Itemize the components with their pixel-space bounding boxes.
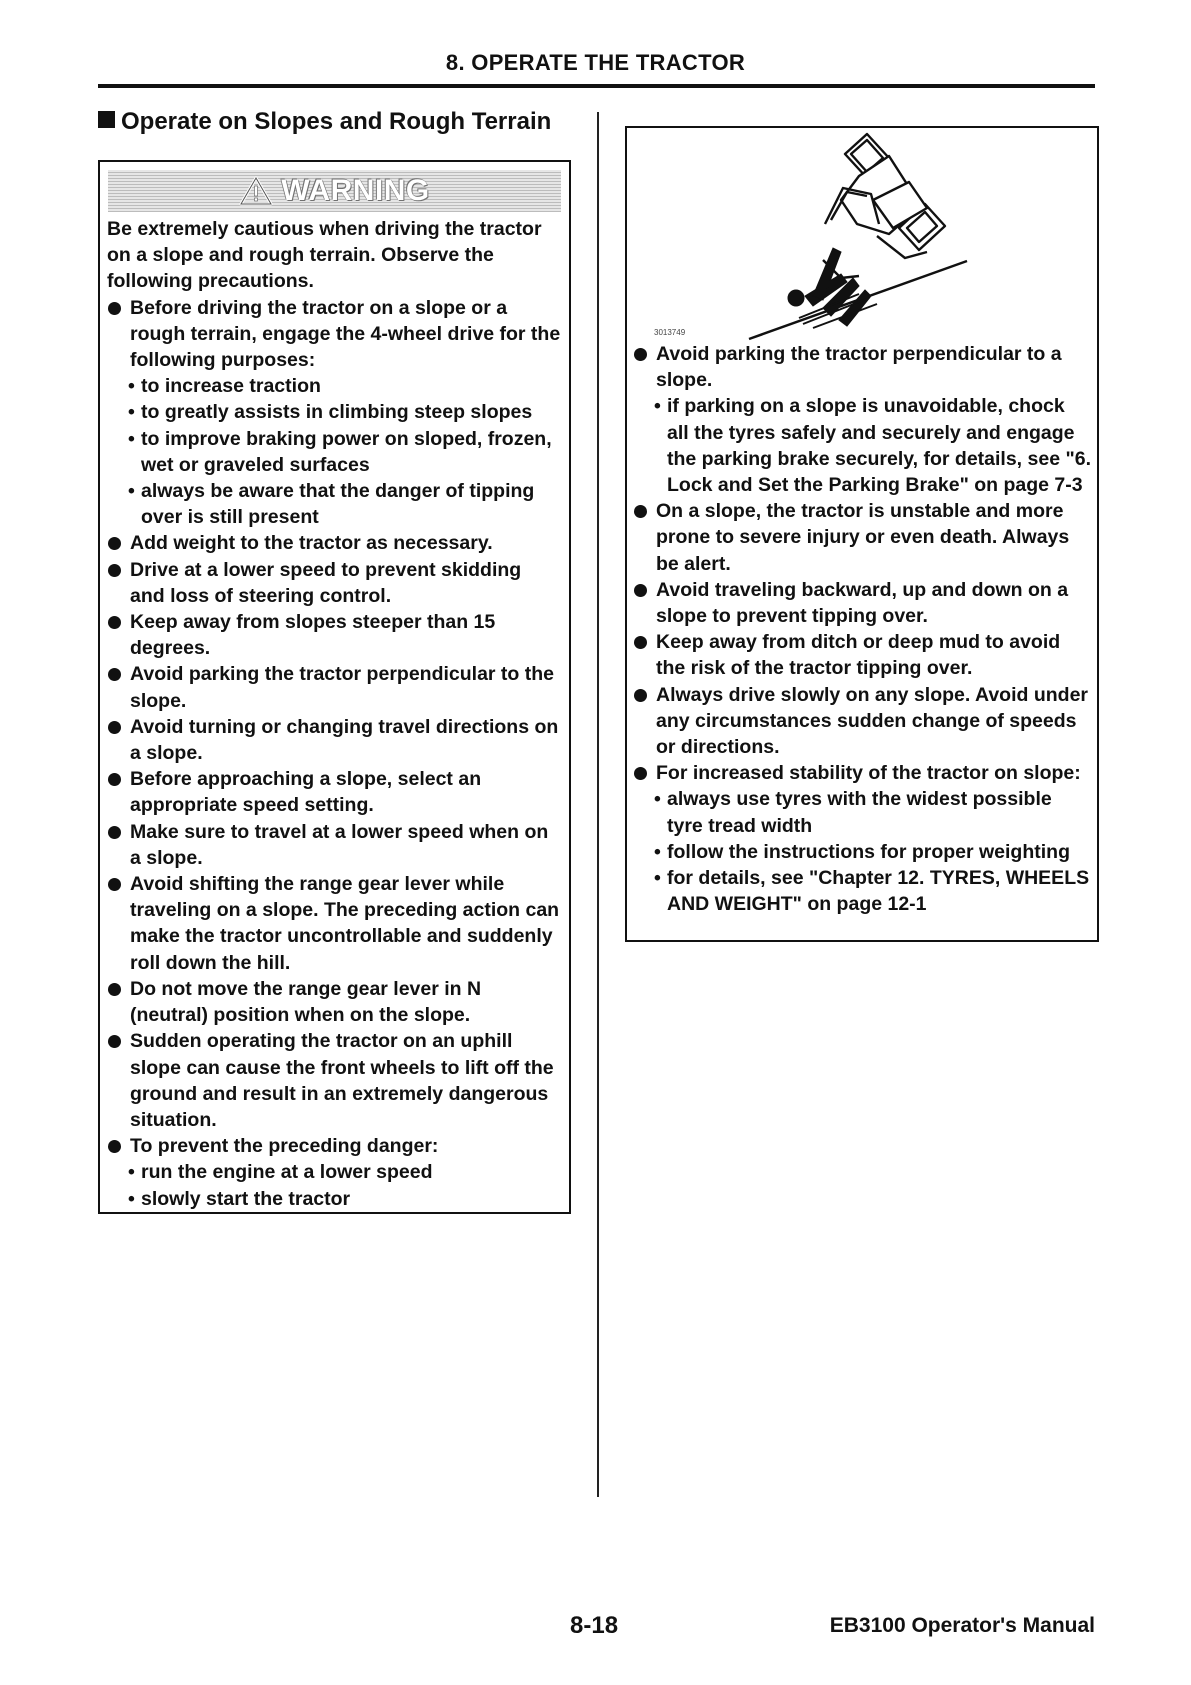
section-square-icon bbox=[98, 111, 115, 128]
sub-bullet-item: • to improve braking power on sloped, frozen, wet or graveled surfaces bbox=[107, 426, 561, 478]
sub-bullet-item: • always be aware that the danger of tipping over is still present bbox=[107, 478, 561, 530]
tractor-rollover-illustration bbox=[627, 128, 1097, 341]
bullet-item: Avoid turning or changing travel directions on a slope. bbox=[107, 714, 561, 766]
warning-intro: Be extremely cautious when driving the tractor on a slope and rough terrain. Observe the following precautions. bbox=[107, 218, 542, 293]
bullet-item: Add weight to the tractor as necessary. bbox=[107, 530, 561, 556]
tractor-tipping-figure bbox=[627, 128, 1097, 341]
warning-label: WARNING bbox=[281, 174, 430, 207]
warning-box bbox=[98, 160, 571, 1214]
slope-info-box bbox=[625, 126, 1099, 942]
bullet-item: Avoid parking the tractor perpendicular to the slope. bbox=[107, 661, 561, 713]
bullet-item: Make sure to travel at a lower speed when on a slope. bbox=[107, 819, 561, 871]
bullet-item: Always drive slowly on any slope. Avoid under any circumstances sudden change of speeds or directions. bbox=[633, 682, 1091, 761]
warning-banner bbox=[108, 170, 561, 212]
sub-bullet-item: • slowly start the tractor bbox=[107, 1186, 561, 1212]
slope-info-content bbox=[627, 341, 1097, 917]
sub-bullet-item: • if parking on a slope is unavoidable, chock all the tyres safely and securely and engage the parking brake securely, for details, see "6. Lock and Set the Parking Brake" on page 7-3 bbox=[633, 393, 1091, 498]
manual-title: EB3100 Operator's Manual bbox=[829, 1614, 1095, 1637]
bullet-item: To prevent the preceding danger: bbox=[107, 1133, 561, 1159]
section-title-text: Operate on Slopes and Rough Terrain bbox=[121, 108, 552, 135]
bullet-item: On a slope, the tractor is unstable and more prone to severe injury or even death. Always be alert. bbox=[633, 498, 1091, 577]
page-header-title: 8. OPERATE THE TRACTOR bbox=[445, 50, 746, 75]
sub-bullet-item: • to increase traction bbox=[107, 373, 561, 399]
bullet-item: Avoid shifting the range gear lever while traveling on a slope. The preceding action can make the tractor uncontrollable and suddenly roll down the hill. bbox=[107, 871, 561, 976]
sub-bullet-item: • follow the instructions for proper weighting bbox=[633, 839, 1091, 865]
figure-code: 3013749 bbox=[654, 328, 686, 337]
header-rule bbox=[98, 84, 1095, 88]
slope-info-list bbox=[633, 341, 1091, 917]
warning-triangle-icon bbox=[239, 176, 273, 206]
bullet-item: Keep away from ditch or deep mud to avoid the risk of the tractor tipping over. bbox=[633, 629, 1091, 681]
column-divider bbox=[597, 112, 599, 1497]
bullet-item: Avoid traveling backward, up and down on a slope to prevent tipping over. bbox=[633, 577, 1091, 629]
sub-bullet-item: • to greatly assists in climbing steep slopes bbox=[107, 399, 561, 425]
bullet-item: Before driving the tractor on a slope or a rough terrain, engage the 4-wheel drive for the following purposes: bbox=[107, 295, 561, 374]
warning-content bbox=[100, 216, 569, 1212]
bullet-item: Drive at a lower speed to prevent skidding and loss of steering control. bbox=[107, 557, 561, 609]
sub-bullet-item: • always use tyres with the widest possible tyre tread width bbox=[633, 786, 1091, 838]
bullet-item: Do not move the range gear lever in N (neutral) position when on the slope. bbox=[107, 976, 561, 1028]
section-title bbox=[98, 108, 551, 136]
bullet-item: Before approaching a slope, select an appropriate speed setting. bbox=[107, 766, 561, 818]
bullet-item: Avoid parking the tractor perpendicular to a slope. bbox=[633, 341, 1091, 393]
page-number: 8-18 bbox=[570, 1612, 619, 1639]
bullet-item: For increased stability of the tractor on slope: bbox=[633, 760, 1091, 786]
bullet-item: Keep away from slopes steeper than 15 degrees. bbox=[107, 609, 561, 661]
warning-list bbox=[107, 295, 561, 1212]
sub-bullet-item: • for details, see "Chapter 12. TYRES, WHEELS AND WEIGHT" on page 12-1 bbox=[633, 865, 1091, 917]
sub-bullet-item: • run the engine at a lower speed bbox=[107, 1159, 561, 1185]
bullet-item: Sudden operating the tractor on an uphill slope can cause the front wheels to lift off the ground and result in an extremely dangerous situation. bbox=[107, 1028, 561, 1133]
